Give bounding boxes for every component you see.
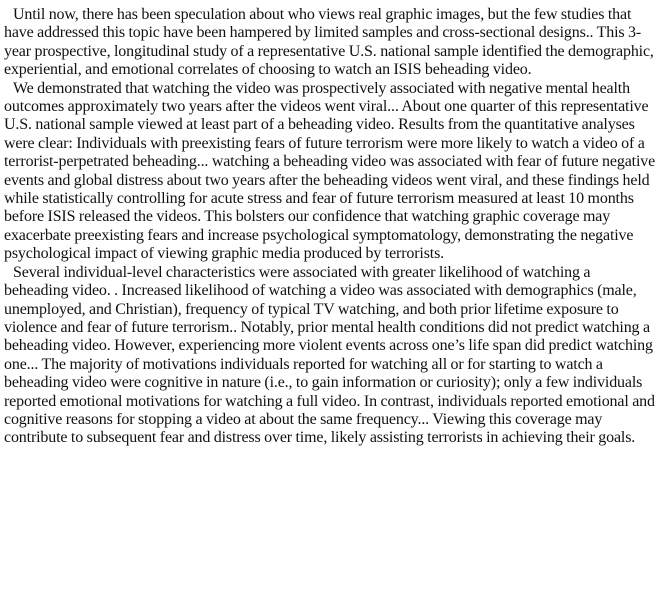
paragraph-individual-characteristics: Several individual-level characteristics were associated with greater likelihood of watching a beheading video. . Increased likelihood of watching a video was associated with demographics (male, unemployed, and Christian), frequency of typical TV watching, and both prior lifetime exposure to violence and fear of future terrorism.. Notably, prior mental health conditions did not predict watching a beheading video. However, experiencing more violent events across one’s life span did predict watching one... The majority of motivations individuals reported for watching all or for starting to watch a beheading video were cognitive in nature (i.e., to gain information or curiosity); only a few individuals reported emotional motivations for watching a full video. In contrast, individuals reported emotional and cognitive reasons for stopping a video at about the same frequency... Viewing this coverage may contribute to subsequent fear and distress over time, likely assisting terrorists in achieving their goals. <box>4 263 655 447</box>
paragraph-speculation-intro: Until now, there has been speculation about who views real graphic images, but the few studies that have addressed this topic have been hampered by limited samples and cross-sectional designs.. This 3-year prospective, longitudinal study of a representative U.S. national sample identified the demographic, experiential, and emotional correlates of choosing to watch an ISIS beheading video. <box>4 6 654 79</box>
paragraph-mental-health-outcomes: We demonstrated that watching the video was prospectively associated with negative mental health outcomes approximately two years after the videos went viral... About one quarter of this representative U.S. national sample viewed at least part of a beheading video. Results from the quantitative analyses were clear: Individuals with preexisting fears of future terrorism were more likely to watch a video of a terrorist-perpetrated beheading... watching a beheading video was associated with fear of future negative events and global distress about two years after the beheading videos went viral, and these findings held while statistically controlling for acute stress and fear of future terrorism measured at least 10 months before ISIS released the videos. This bolsters our confidence that watching graphic coverage may exacerbate preexisting fears and increase psychological symptomatology, demonstrating the negative psychological impact of viewing graphic media produced by terrorists. <box>4 79 656 263</box>
